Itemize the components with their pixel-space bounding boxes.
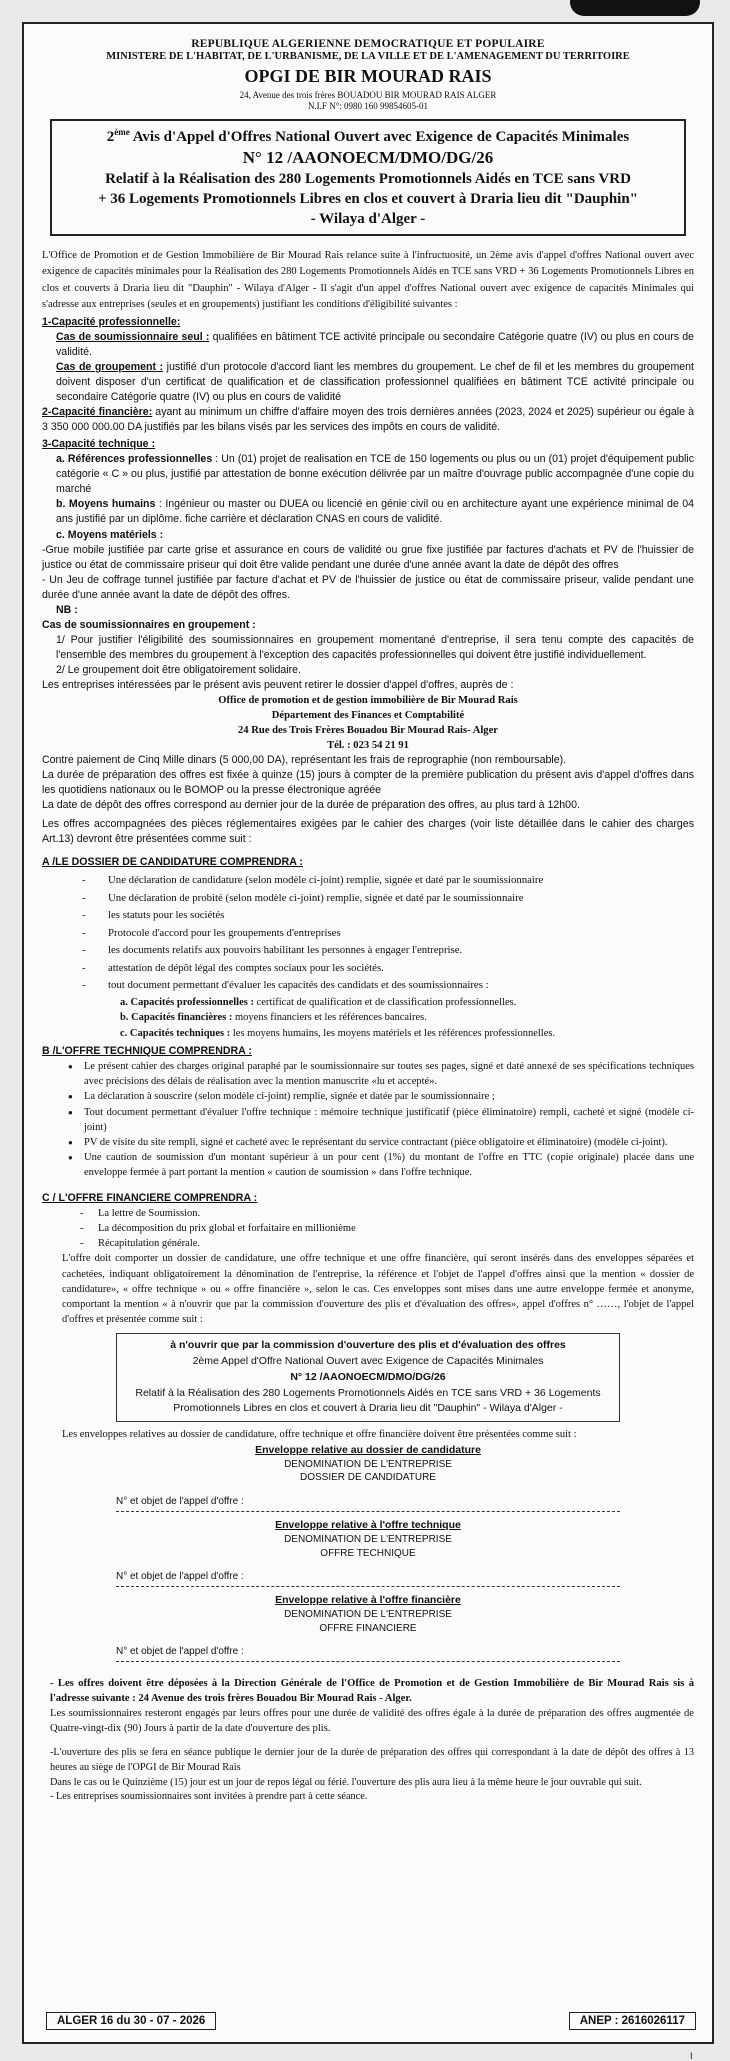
tender-number: N° 12 /AAONOECM/DMO/DG/26 (242, 148, 494, 167)
outer-envelope-box (116, 1333, 620, 1422)
retrait-depot: La date de dépôt des offres correspond au dernier jour de la durée de préparation des offres, au plus tard à 12h00. (42, 799, 580, 812)
groupement-p2: 2/ Le groupement doit être obligatoirement solidaire. (56, 663, 301, 676)
list-item: - La décomposition du prix global et forfaitaire en millionième (42, 1221, 694, 1236)
cap-pro-title: 1-Capacité professionnelle: (42, 316, 181, 329)
offre-financiere-para: L'offre doit comporter un dossier de candidature, une offre technique et une offre financière, qui seront insérés dans des enveloppes séparées et cachetées, indiquant obligatoirement la dénomination de l'entreprise, la référence et l'objet de l'appel d'offres ainsi que la mention « dossier de candidature», « offre technique » ou « offre financière », selon le cas. Ces enveloppes sont mises dans une autre enveloppe fermée et anonyme, comportant la mention « à n'ouvrir que par la commission d'ouverture des plis et d'évaluation des offres», appel d'offres n° ……, l'objet de l'appel d'offres et présentée comme suit : (62, 1253, 694, 1326)
capacites-sublist (42, 995, 694, 1042)
retrait-pieces: Les offres accompagnées des pièces réglementaires exigées par le cahier des charges (voir liste détaillée dans le cahier des charges Art.13) devront être présentées comme suit : (42, 818, 694, 846)
envelope-financiere (116, 1593, 620, 1662)
closing-p1: - Les offres doivent être déposées à la Direction Générale de l'Office de Promotion et de Gestion Immobilière de Bir Mourad Rais sis à l'adresse suivante : 24 Avenue des trois frères Bouadou Bir Mourad Rais - Alger. (50, 1678, 694, 1705)
cap-pro-groupement: Cas de groupement : justifié d'un protocole d'accord liant les membres du groupement. Le chef de fil et les membres du groupement doivent disposer d'un certificat de qualification et de classification professionnel qualifiées en bâtiment TCE activité principale ou secondaire Catégorie quatre (IV) ou plus en cours de validité (56, 361, 694, 404)
cap-tech-title: 3-Capacité technique : (42, 438, 156, 451)
envelope-title: Enveloppe relative à l'offre financière (275, 1594, 461, 1607)
list-item: ● Tout document permettant d'évaluer l'offre technique : mémoire technique justificatif (pièce éliminatoire) rempli, cacheté et signé (modèle ci-joint) (42, 1105, 694, 1135)
retrait-tel: Tél. : 023 54 21 91 (327, 739, 409, 751)
header-tab-shape (570, 0, 700, 16)
org-name: OPGI DE BIR MOURAD RAIS (244, 66, 492, 86)
closing-p5: - Les entreprises soumissionnaires sont invitées à prendre part à cette séance. (50, 1791, 368, 1803)
list-item: - Protocole d'accord pour les groupements d'entreprises (42, 925, 694, 942)
dossier-candidature-list (42, 872, 694, 994)
org-nif: N.I.F N°: 0980 160 99854605-01 (307, 101, 429, 111)
cap-tech-coffrage: - Un Jeu de coffrage tunnel justifiée par facture d'achat et PV de l'huissier de justice ou état de commissaire priseur, valide pendant une durée d'une année avant la date de dépôt des offres. (42, 573, 694, 601)
retrait-duree: La durée de préparation des offres est fixée à quinze (15) jours à compter de la première publication du présent avis d'appel d'offres dans les quotidiens nationaux ou le BOMOP ou la presse électronique agréée (42, 769, 694, 797)
envelope-object: N° et objet de l'appel d'offre : (116, 1643, 620, 1662)
list-item: a. Capacités professionnelles : certificat de qualification et de classification professionnelles. (120, 996, 517, 1008)
offre-financiere-list (42, 1206, 694, 1252)
outer-envelope-l3: N° 12 /AAONOECM/DMO/DG/26 (290, 1370, 446, 1383)
tender-title-line1: 2ème Avis d'Appel d'Offres National Ouvert avec Exigence de Capacités Minimales (106, 127, 630, 145)
org-address: 24, Avenue des trois frères BOUADOU BIR MOURAD RAIS ALGER (239, 90, 497, 100)
dossier-candidature-title: A /LE DOSSIER DE CANDIDATURE COMPRENDRA : (42, 856, 303, 869)
outer-envelope-l1: à n'ouvrir que par la commission d'ouverture des plis et d'évaluation des offres (170, 1339, 566, 1352)
list-item: b. Capacités financières : moyens financiers et les références bancaires. (120, 1012, 427, 1024)
retrait-intro: Les entreprises intéressées par le présent avis peuvent retirer le dossier d'appel d'offres, auprès de : (42, 678, 514, 691)
republic-line: REPUBLIQUE ALGERIENNE DEMOCRATIQUE ET POPULAIRE (191, 38, 545, 50)
outer-envelope-l4: Relatif à la Réalisation des 280 Logements Promotionnels Aidés en TCE sans VRD + 36 Logements Promotionnels Libres en clos et couvert à Draria lieu dit "Dauphin" - Wilaya d'Alger - (135, 1386, 601, 1415)
footer (24, 2012, 712, 2034)
envelope-technique (116, 1518, 620, 1587)
announcement-body (24, 248, 712, 1805)
intro-paragraph: L'Office de Promotion et de Gestion Immobilière de Bir Mourad Rais relance suite à l'infructuosité, un 2ème avis d'appel d'offres National ouvert avec exigence de capacités minimales pour la Réalisation des 280 Logements Promotionnels Aidés en TCE sans VRD + 36 Logements Promotionnels Libres en clos et couverts à Draria lieu dit "Dauphin" - Wilaya d'Alger - Il s'agit d'un appel d'offres National ouvert avec exigence de capacités Minimales qui s'adresse aux entreprises (seules et en groupements) justifiant les conditions d'éligibilité suivantes : (42, 250, 694, 310)
envelope-object: N° et objet de l'appel d'offre : (116, 1493, 620, 1512)
tender-object-line3: - Wilaya d'Alger - (310, 211, 426, 227)
closing-p3: -L'ouverture des plis se fera en séance publique le dernier jour de la durée de préparation des offres qui correspondant à la date de dépôt des offres à 13 heures au siège de l'OPGI de Bir Mourad Rais (50, 1747, 694, 1774)
envelope-label: OFFRE FINANCIERE (319, 1622, 417, 1634)
envelope-candidature (116, 1443, 620, 1512)
cap-fin: 2-Capacité financière: ayant au minimum un chiffre d'affaire moyen des trois dernières années (2023, 2024 et 2025) supérieur ou égale à 3 350 000 000.00 DA justifiés par les bilans visés par les services des impôts en cours de validité. (42, 406, 694, 434)
cap-tech-c: c. Moyens matériels : (56, 528, 164, 541)
retrait-paiement: Contre paiement de Cinq Mille dinars (5 000,00 DA), représentant les frais de reprographie (non remboursable). (42, 753, 567, 766)
offre-technique-title: B /L'OFFRE TECHNIQUE COMPRENDRA : (42, 1044, 252, 1057)
offre-technique-list (42, 1059, 694, 1181)
cap-tech-a: a. Références professionnelles : Un (01) projet de realisation en TCE de 150 logements ou plus ou un (01) projet d'équipement public catégorie « C » ou plus, justifié par attestation de bonne exécution délivrée par un maître d'ouvrage public accompagnée d'une copie du marché (56, 453, 694, 496)
anep-reference: ANEP : 2616026117 (569, 2012, 696, 2030)
edge-mark: I (690, 2051, 693, 2061)
list-item: - Une déclaration de probité (selon modèle ci-joint) remplie, signée et daté par le soumissionnaire (42, 890, 694, 907)
tender-object-line1: Relatif à la Réalisation des 280 Logements Promotionnels Aidés en TCE sans VRD (105, 171, 631, 187)
envelope-title: Enveloppe relative à l'offre technique (275, 1519, 461, 1532)
list-item: c. Capacités techniques : les moyens humains, les moyens matériels et les références professionnelles. (120, 1028, 556, 1040)
list-item: - attestation de dépôt légal des comptes sociaux pour les sociétés. (42, 960, 694, 977)
closing-p4: Dans le cas ou le Quinzième (15) jour est un jour de repos légal ou férié. l'ouverture des plis aura lieu à la même heure le jour ouvrable qui suit. (50, 1776, 642, 1788)
envelope-label: OFFRE TECHNIQUE (320, 1547, 416, 1559)
closing-p2: Les soumissionnaires resteront engagés par leurs offres pour une durée de validité des offres égale à la durée de préparation des offres augmentée de Quatre-vingt-dix (90) Jours à partir de la date d'ouverture des plis. (50, 1708, 694, 1735)
list-item: ● Une caution de soumission d'un montant supérieur à un pour cent (1%) du montant de l'offre en TTC (copie originale) placée dans une enveloppe fermée à part portant la mention « caution de soumission » dans l'offre technique. (42, 1150, 694, 1180)
list-item: - La lettre de Soumission. (42, 1206, 694, 1221)
announcement-page (22, 22, 714, 2044)
envelopes-intro: Les enveloppes relatives au dossier de candidature, offre technique et offre financière doivent être présentées comme suit : (62, 1429, 577, 1441)
outer-envelope-l2: 2ème Appel d'Offre National Ouvert avec Exigence de Capacités Minimales (192, 1355, 544, 1368)
groupement-p1: 1/ Pour justifier l'éligibilité des soumissionnaires en groupement momentané d'entreprise, il sera tenu compte des capacités de l'ensemble des membres du groupement à l'exception des capacités professionnelles qui doivent être justifié individuellement. (56, 633, 694, 661)
retrait-office: Office de promotion et de gestion immobilière de Bir Mourad Rais (218, 694, 518, 706)
envelope-denomination: DENOMINATION DE L'ENTREPRISE (284, 1609, 452, 1621)
tender-object-line2: + 36 Logements Promotionnels Libres en clos et couvert à Draria lieu dit "Dauphin" (97, 191, 639, 207)
list-item: ● Le présent cahier des charges original paraphé par le soumissionnaire sur toutes ses pages, signé et daté annexé de ses spécifications techniques avec précisions des délais de réalisation avec la mention manuscrite «lu et accepté». (42, 1059, 694, 1089)
list-item: - les statuts pour les sociétés (42, 907, 694, 924)
list-item: ● La déclaration à souscrire (selon modèle ci-joint) remplie, signée et datée par le soumissionnaire ; (42, 1089, 694, 1104)
envelope-denomination: DENOMINATION DE L'ENTREPRISE (284, 1534, 452, 1546)
retrait-dept: Département des Finances et Comptabilité (271, 709, 465, 721)
offre-financiere-title: C / L'OFFRE FINANCIERE COMPRENDRA : (42, 1191, 258, 1204)
envelope-title: Enveloppe relative au dossier de candidature (255, 1444, 481, 1457)
envelope-object: N° et objet de l'appel d'offre : (116, 1568, 620, 1587)
list-item: - les documents relatifs aux pouvoirs habilitant les personnes à engager l'entreprise. (42, 942, 694, 959)
list-item: - Une déclaration de candidature (selon modèle ci-joint) remplie, signée et daté par le soumissionnaire (42, 872, 694, 889)
groupement-title: Cas de soumissionnaires en groupement : (42, 618, 256, 631)
list-item: - Récapitulation générale. (42, 1236, 694, 1251)
envelope-label: DOSSIER DE CANDIDATURE (300, 1472, 436, 1484)
list-item: ● PV de visite du site rempli, signé et cacheté avec le représentant du service contractant (pièce obligatoire et éliminatoire) (modèle ci-joint). (42, 1135, 694, 1150)
issuer-header (24, 38, 712, 111)
envelope-denomination: DENOMINATION DE L'ENTREPRISE (284, 1458, 452, 1470)
cap-pro-seul: Cas de soumissionnaire seul : qualifiées en bâtiment TCE activité principale ou secondaire Catégorie quatre (IV) ou plus en cours de validité. (56, 331, 694, 359)
list-item: - tout document permettant d'évaluer les capacités des candidats et des soumissionnaires : (42, 977, 694, 994)
publication-date: ALGER 16 du 30 - 07 - 2026 (46, 2012, 216, 2030)
tender-title-box (50, 119, 686, 236)
ministry-line: MINISTERE DE L'HABITAT, DE L'URBANISME, DE LA VILLE ET DE L'AMENAGEMENT DU TERRITOIRE (106, 51, 630, 62)
cap-tech-b: b. Moyens humains : Ingénieur ou master ou DUEA ou licencié en génie civil ou en architecture ayant une expérience minimal de 04 ans justifié par un diplôme. fiche carrière et déclaration CNAS en cours de validité. (56, 498, 694, 526)
retrait-address: 24 Rue des Trois Frères Bouadou Bir Mourad Rais- Alger (237, 724, 499, 736)
top-strip (0, 0, 730, 18)
cap-tech-grue: -Grue mobile justifiée par carte grise et assurance en cours de validité ou grue fixe justifiée par factures d'achats et PV de l'huissier de justice ou état de commissaire priseur qui doit être valide pendant une durée d'une année avant la date de dépôt des offres (42, 543, 694, 571)
nb-label: NB : (56, 603, 78, 616)
